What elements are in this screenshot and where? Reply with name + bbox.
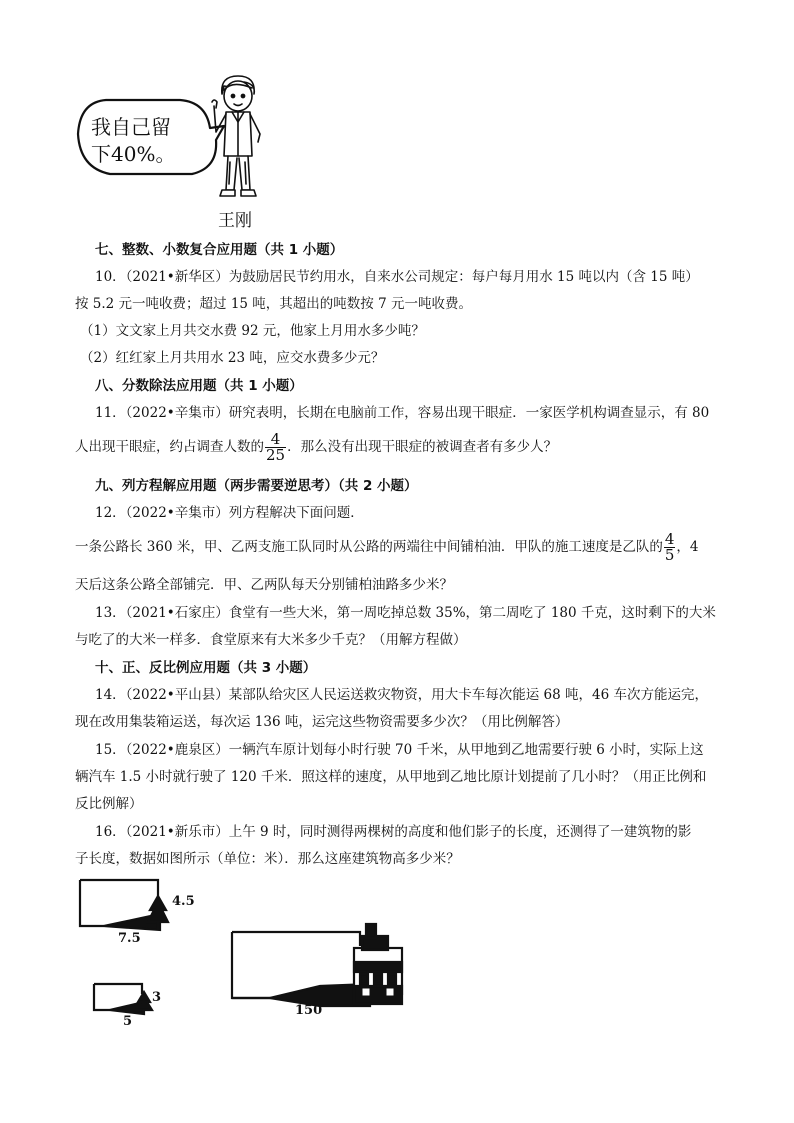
question-14-line-2: 现在改用集装箱运送，每次运 136 吨，运完这些物资需要多少次？（用比例解答） [75,714,569,730]
section-title-9: 九、列方程解应用题（两步需要逆思考）（共 2 小题） [95,478,418,494]
tree2-shadow-label: 5 [123,1014,133,1029]
tree2-height-label: 3 [152,990,162,1005]
question-12-line-1: 12．（2022•辛集市）列方程解决下面问题． [95,505,364,521]
building-shadow-label: 150 [295,1003,323,1018]
question-11-line-2 [75,430,725,464]
tree2 [136,992,152,1010]
fraction-4-5 [664,532,676,563]
tree1-shadow-label: 7.5 [118,931,141,946]
question-15-line-2: 辆汽车 1.5 小时就行驶了 120 千米．照这样的速度，从甲地到乙地比原计划提前了几小时？（用正比例和 [75,769,707,785]
question-11-line-1: 11．（2022•辛集市）研究表明，长期在电脑前工作，容易出现干眼症．一家医学机构调查显示，有 80 [95,405,710,421]
character-name: 王刚 [218,211,252,231]
question-13-line-2: 与吃了的大米一样多．食堂原来有大米多少千克？（用解方程做） [75,632,467,648]
question-10-sub-2: （2）红红家上月共用水 23 吨，应交水费多少元？ [80,350,385,366]
boy-illustration [204,72,274,202]
section-title-7: 七、整数、小数复合应用题（共 1 小题） [95,242,344,258]
question-12-text-a: 一条公路长 360 米，甲、乙两支施工队同时从公路的两端往中间铺柏油．甲队的施工速度是乙队的 [75,539,663,555]
question-15-line-1: 15．（2022•鹿泉区）一辆汽车原计划每小时行驶 70 千米，从甲地到乙地需要行驶 6 小时，实际上这 [95,742,704,758]
question-15-line-3: 反比例解） [75,796,143,812]
question-10-line-1: 10．（2021•新华区）为鼓励居民节约用水，自来水公司规定：每户每月用水 15 吨以内（含 15 吨） [95,269,699,285]
fraction-numerator: 4 [265,432,286,448]
bubble-line-1: 我自己留 [91,115,171,139]
question-13-line-1: 13．（2021•石家庄）食堂有一些大米，第一周吃掉总数 35%，第二周吃了 180 千克，这时剩下的大米 [95,605,716,621]
question-10-line-2: 按 5.2 元一吨收费；超过 15 吨，其超出的吨数按 7 元一吨收费。 [75,296,472,312]
bubble-line-2: 下40%。 [91,142,176,166]
shadow-figure [70,874,440,1024]
question-12-line-3: 天后这条公路全部铺完．甲、乙两队每天分别铺柏油路多少米？ [75,577,453,593]
question-14-line-1: 14．（2022•平山县）某部队给灾区人民运送救灾物资，用大卡车每次能运 68 吨，46 车次方能运完， [95,687,708,703]
tree1-height-label: 4.5 [172,894,195,909]
fraction-4-25 [265,432,286,463]
section-title-8: 八、分数除法应用题（共 1 小题） [95,378,303,394]
building [354,924,402,1004]
fraction-denominator: 25 [266,446,286,464]
question-12-text-b: ，4 [676,539,699,555]
tree1 [148,896,168,922]
question-12-line-2 [75,530,725,564]
question-11-text-a: 人出现干眼症，约占调查人数的 [75,439,264,455]
question-16-line-1: 16．（2021•新乐市）上午 9 时，同时测得两棵树的高度和他们影子的长度，还测得了一建筑物的影 [95,824,692,840]
fraction-numerator: 4 [664,530,675,548]
question-10-sub-1: （1）文文家上月共交水费 92 元，他家上月用水多少吨？ [80,323,425,339]
question-11-text-b: ．那么没有出现干眼症的被调查者有多少人？ [287,439,558,455]
section-title-10: 十、正、反比例应用题（共 3 小题） [95,660,317,676]
question-16-line-2: 子长度，数据如图所示（单位：米）．那么这座建筑物高多少米？ [75,851,460,867]
fraction-denominator: 5 [664,546,675,564]
